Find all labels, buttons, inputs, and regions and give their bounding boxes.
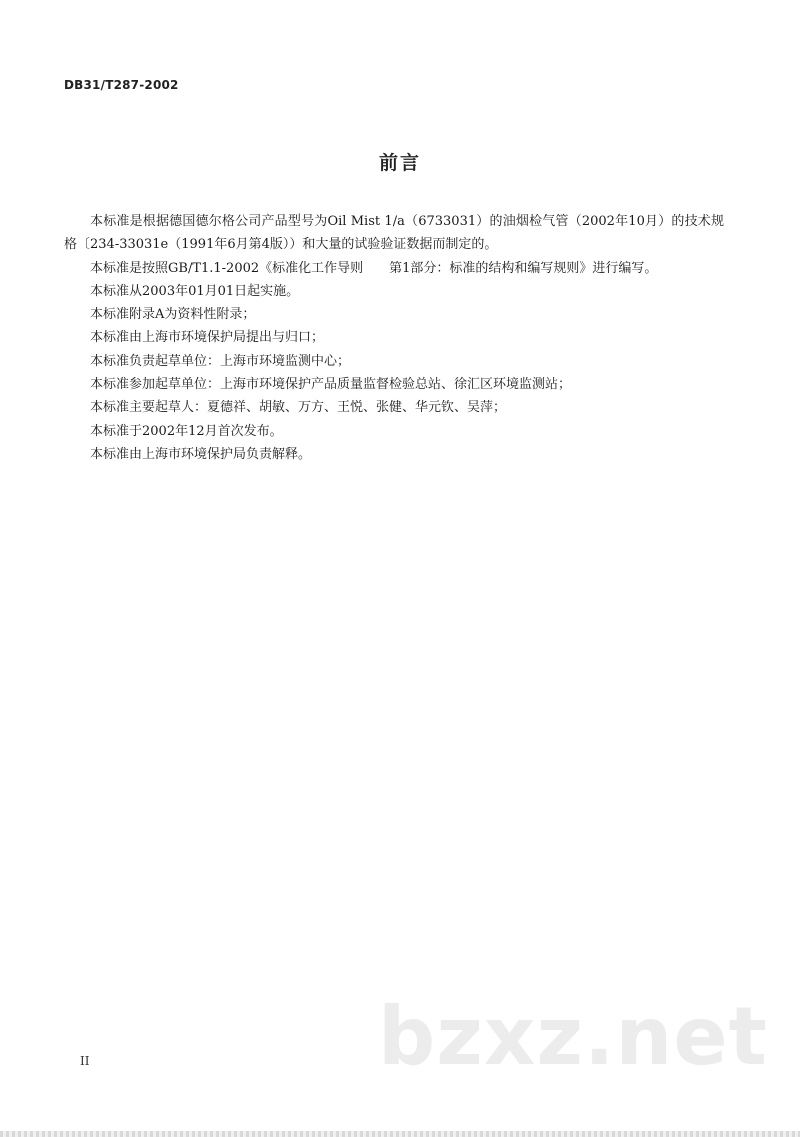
bottom-edge-divider (0, 1131, 800, 1137)
watermark-logo (378, 990, 768, 1083)
paragraph: 本标准是按照GB/T1.1-2002《标准化工作导则 第1部分：标准的结构和编写规则》进行编写。 (90, 260, 658, 276)
watermark-text: bzxz.net (378, 990, 768, 1083)
document-code: DB31/T287-2002 (64, 78, 179, 92)
page-title: 前言 (378, 152, 421, 174)
paragraph: 本标准于2002年12月首次发布。 (90, 423, 283, 439)
paragraph: 本标准由上海市环境保护局提出与归口； (90, 330, 325, 346)
page-number: II (80, 1054, 90, 1068)
paragraph: 本标准主要起草人：夏德祥、胡敏、万方、王悦、张健、华元钦、吴萍； (90, 400, 507, 416)
paragraph: 本标准参加起草单位：上海市环境保护产品质量监督检验总站、徐汇区环境监测站； (90, 377, 572, 393)
paragraph: 本标准附录A为资料性附录； (90, 307, 256, 323)
paragraph: 本标准负责起草单位：上海市环境监测中心； (90, 353, 351, 369)
paragraph: 本标准由上海市环境保护局负责解释。 (90, 446, 312, 462)
paragraph: 本标准从2003年01月01日起实施。 (90, 283, 300, 299)
paragraph: 本标准是根据德国德尔格公司产品型号为Oil Mist 1/a（6733031）的油烟检气管（2002年10月）的技术规格〔234-33031e（1991年6月第4版））和大量的试验验证数据而制定的。 (64, 214, 724, 253)
foreword-body (64, 210, 724, 466)
